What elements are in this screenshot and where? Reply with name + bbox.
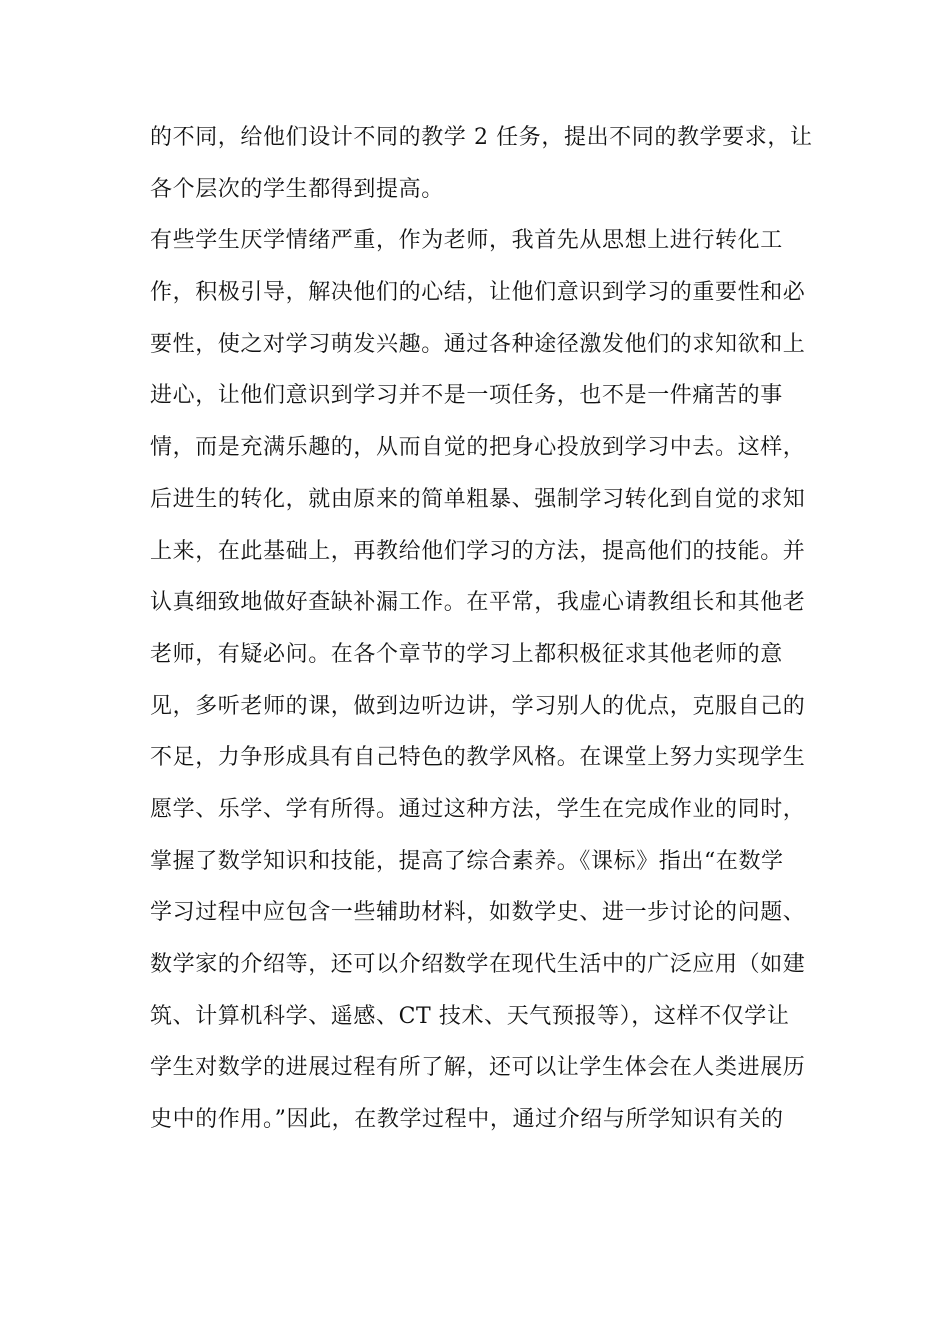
text-line: 认真细致地做好查缺补漏工作。在平常，我虚心请教组长和其他老	[150, 590, 806, 616]
text-line: 见，多听老师的课，做到边听边讲，学习别人的优点，克服自己的	[150, 693, 806, 719]
text-line: 学生对数学的进展过程有所了解，还可以让学生体会在人类进展历	[150, 1055, 806, 1081]
text-line: 史中的作用。”因此，在教学过程中，通过介绍与所学知识有关的	[150, 1107, 784, 1133]
text-line: 进心，让他们意识到学习并不是一项任务，也不是一件痛苦的事	[150, 383, 783, 409]
body-text	[150, 112, 813, 1146]
text-line: 作，积极引导，解决他们的心结，让他们意识到学习的重要性和必	[150, 280, 806, 306]
text-line: 上来，在此基础上，再教给他们学习的方法，提高他们的技能。并	[150, 538, 806, 564]
text-line: 学习过程中应包含一些辅助材料，如数学史、进一步讨论的问题、	[150, 900, 806, 926]
text-line: 数学家的介绍等，还可以介绍数学在现代生活中的广泛应用（如建	[150, 952, 806, 977]
text-line: 各个层次的学生都得到提高。	[150, 176, 444, 202]
text-line: 的不同，给他们设计不同的教学 2 任务，提出不同的教学要求，让	[150, 125, 813, 150]
text-line: 有些学生厌学情绪严重，作为老师，我首先从思想上进行转化工	[150, 228, 783, 254]
text-line: 不足，力争形成具有自己特色的教学风格。在课堂上努力实现学生	[150, 745, 806, 771]
text-line: 后进生的转化，就由原来的简单粗暴、强制学习转化到自觉的求知	[150, 486, 806, 512]
text-line: 情，而是充满乐趣的，从而自觉的把身心投放到学习中去。这样，	[150, 435, 806, 461]
text-line: 愿学、乐学、学有所得。通过这种方法，学生在完成作业的同时，	[150, 796, 806, 822]
text-line: 掌握了数学知识和技能，提高了综合素养。《课标》指出“在数学	[150, 848, 784, 874]
text-line: 要性，使之对学习萌发兴趣。通过各种途径激发他们的求知欲和上	[150, 331, 806, 357]
text-line: 筑、计算机科学、遥感、CT 技术、天气预报等），这样不仅学让	[150, 1003, 790, 1029]
text-line: 老师，有疑必问。在各个章节的学习上都积极征求其他老师的意	[150, 641, 783, 667]
